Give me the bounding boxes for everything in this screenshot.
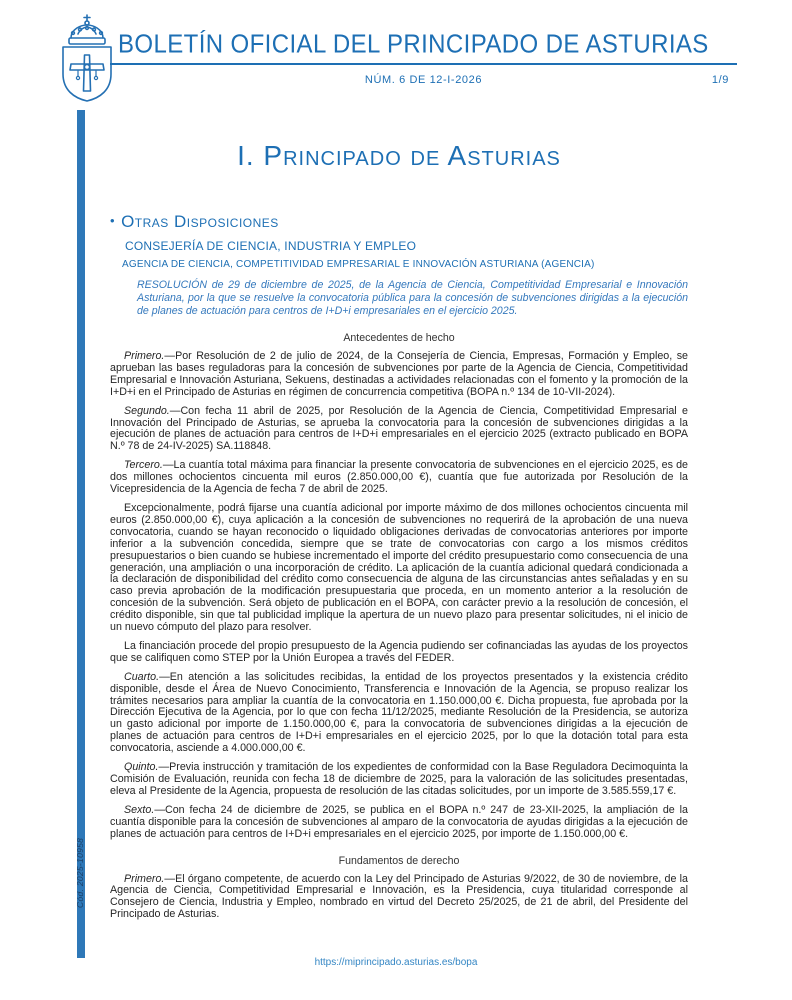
- paragraph-segundo: [110, 406, 688, 454]
- paragraph-tercero: [110, 460, 688, 496]
- paragraph-text: —Con fecha 24 de diciembre de 2025, se publica en el BOPA n.º 247 de 23-XII-2025, la ampliación de la cuantía disponible para la concesión de subvenciones al amparo de la convocatoria de ayudas dirigidas a la ejecución de planes de actuación para centros de I+D+i empresariales en el ejercicio 2025, por importe de 1.150.000,00 €.: [110, 803, 688, 840]
- paragraph-lead: Quinto.: [124, 761, 159, 774]
- footer: [0, 957, 792, 968]
- paragraph-financiacion: [110, 641, 688, 665]
- paragraph-text: —El órgano competente, de acuerdo con la Ley del Principado de Asturias 9/2022, de 30 de noviembre, de la Agencia de Ciencia, Competitividad Empresarial e Innovación, es la Presidencia, cuya titularidad corresponde al Consejero de Ciencia, Industria y Empleo, nombrado en virtud del Decreto 25/2025, de 21 de abril, del Presidente del Principado de Asturias.: [110, 872, 688, 921]
- issue-line: [110, 74, 737, 88]
- asturias-coat-of-arms-icon: [56, 13, 119, 105]
- left-accent-bar: [77, 110, 85, 958]
- department-heading: CONSEJERÍA DE CIENCIA, INDUSTRIA Y EMPLEO: [125, 239, 417, 253]
- paragraph-lead: Segundo.: [124, 404, 170, 417]
- paragraph-text: —Con fecha 11 abril de 2025, por Resolución de la Agencia de Ciencia, Competitividad Empresarial e Innovación del Principado de Asturias, se aprueba la convocatoria para la concesión de subvenciones dirigidas a la ejecución de planes de actuación para centros de I+D+i empresariales en el ejercicio 2025 (extracto publicado en BOPA N.º 78 de 24-IV-2025) SA.118848.: [110, 404, 688, 453]
- paragraph-text: —La cuantía total máxima para financiar la presente convocatoria de subvenciones en el ejercicio 2025, es de dos millones ochocientos cincuenta mil euros (2.850.000,00 €), cuantía que fue autorizada por Resolución de la Vicepresidencia de la Agencia de fecha 7 de abril de 2025.: [110, 459, 688, 496]
- paragraph-excepcionalmente: [110, 503, 688, 634]
- paragraph-lead: Primero.: [124, 872, 165, 885]
- bopa-url-link[interactable]: https://miprincipado.asturias.es/bopa: [314, 957, 478, 968]
- paragraph-lead: Sexto.: [124, 803, 155, 816]
- law-heading: Fundamentos de derecho: [338, 854, 460, 867]
- paragraph-text: —En atención a las solicitudes recibidas, la entidad de los proyectos presentados y la existencia crédito disponible, desde el Área de Nuevo Conocimiento, Transferencia e Innovación de la Agencia, se propuso realizar los trámites necesarios para ampliar la cuantía de la convocatoria en 1.150.000,00 €. Dicha propuesta, fue aprobada por la Dirección Ejecutiva de la Agencia, por lo que con fecha 11/12/2025, mediante Resolución de la Presidencia, se autoriza un gasto adicional por importe de 1.150.000,00 €, para la convocatoria de subvenciones dirigidas a la ejecución de planes de actuación para centros de I+D+i empresariales en el ejercicio 2025, por lo que la dotación total para esta convocatoria, asciende a 4.000.000,00 €.: [110, 670, 688, 755]
- bullet-icon: •: [110, 213, 116, 228]
- paragraph-text: —Por Resolución de 2 de julio de 2024, de la Consejería de Ciencia, Empresas, Formación y Empleo, se aprueban las bases reguladoras para la concesión de subvenciones por parte de la Agencia de Ciencia, Competitividad Empresarial e Innovación Asturiana, Sekuens, destinadas a actividades relacionadas con el fomento y la promoción de la I+D+i en el Principado de Asturias en régimen de concurrencia competitiva (BOPA n.º 134 de 10-VII-2024).: [110, 350, 688, 398]
- paragraph-law-primero: [110, 874, 688, 922]
- paragraph-lead: Primero.: [124, 350, 165, 362]
- facts-heading: Antecedentes de hecho: [343, 332, 455, 344]
- paragraph-text: La financiación procede del propio presupuesto de la Agencia pudiendo ser cofinanciadas las ayudas de los proyectos que se califiquen como STEP por la Unión Europea a través del FEDER.: [110, 639, 688, 664]
- section-title: I. Principado de Asturias: [237, 140, 561, 171]
- issue-number: NÚM. 6 DE 12-I-2026: [364, 74, 483, 86]
- paragraph-text: —Previa instrucción y tramitación de los expedientes de conformidad con la Base Reguladora Decimoquinta la Comisión de Evaluación, reunida con fecha 18 de diciembre de 2025, para la valoración de las solicitudes presentadas, eleva al Presidente de la Agencia, propuesta de resolución de las citadas solicitudes, por un importe de 3.585.559,17 €.: [110, 761, 688, 797]
- paragraph-lead: Cuarto.: [124, 670, 160, 683]
- agency-heading: AGENCIA DE CIENCIA, COMPETITIVIDAD EMPRESARIAL E INNOVACIÓN ASTURIANA (AGENCIA): [122, 259, 595, 270]
- paragraph-sexto: [110, 805, 688, 841]
- bulletin-title: BOLETÍN OFICIAL DEL PRINCIPADO DE ASTURIAS: [118, 30, 709, 60]
- paragraph-primero: [110, 351, 688, 399]
- category-heading: [110, 212, 688, 232]
- header-divider: [110, 63, 737, 65]
- resolution-summary: RESOLUCIÓN de 29 de diciembre de 2025, de la Agencia de Ciencia, Competitividad Empresarial e Innovación Asturiana, por la que se resuelve la convocatoria pública para la concesión de subvenciones dirigidas a la ejecución de planes de actuación para centros de I+D+i empresariales en el ejercicio 2025.: [137, 279, 688, 317]
- paragraph-cuarto: [110, 672, 688, 755]
- document-body: [110, 130, 688, 928]
- paragraph-lead: Tercero.: [124, 459, 163, 472]
- page-number: 1/9: [711, 74, 729, 86]
- paragraph-quinto: [110, 762, 688, 798]
- category-label: Otras Disposiciones: [121, 212, 279, 231]
- document-code: Cód. 2025-10958: [75, 837, 85, 908]
- paragraph-text: Excepcionalmente, podrá fijarse una cuantía adicional por importe máximo de dos millones ochocientos cincuenta mil euros (2.850.000,00 €), cuya aplicación a la concesión de subvenciones no requerirá de la aprobación de una nueva convocatoria, cuando se hayan reconocido o liquidado obligaciones derivadas de convocatorias anteriores por importe inferior a la subvención concedida, siempre que se trate de convocatorias con cargo a los mismos créditos presupuestarios o bien cuando se hubiese incrementado el importe del crédito presupuestario como consecuencia de una generación, una ampliación o una incorporación de crédito. La aplicación de la cuantía adicional quedará condicionada a la declaración de disponibilidad del crédito como consecuencia de alguna de las circunstancias antes señaladas y en su caso previa aprobación de la modificación presupuestaria que proceda, en un momento anterior a la resolución de concesión de la subvención. Será objeto de publicación en el BOPA, con carácter previo a la resolución de concesión, el crédito disponible, sin que tal publicidad implique la apertura de un nuevo plazo para presentar solicitudes, ni el inicio de un nuevo cómputo del plazo para resolver.: [110, 501, 688, 634]
